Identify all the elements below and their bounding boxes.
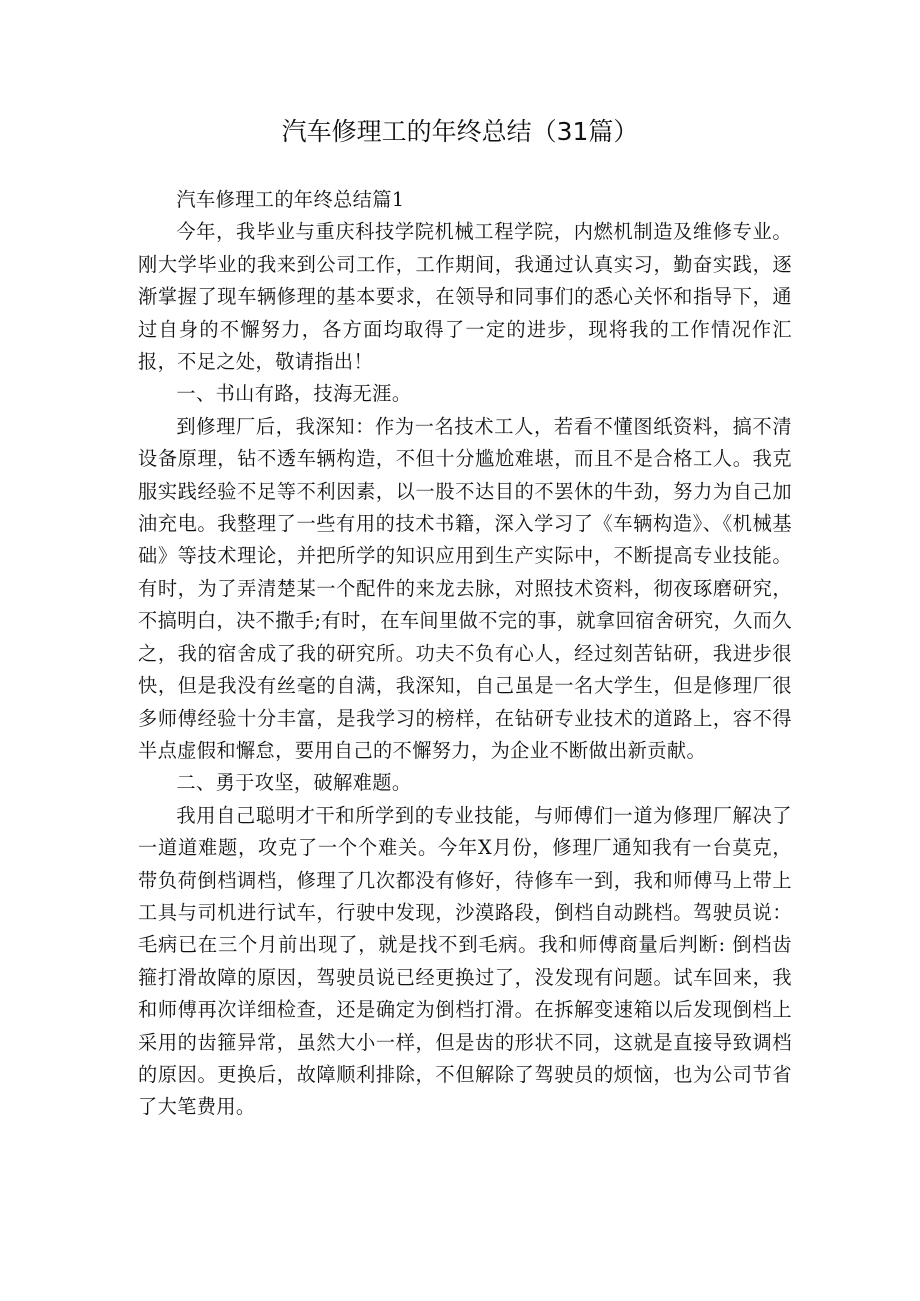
- section-subtitle: 汽车修理工的年终总结篇1: [176, 188, 405, 211]
- paragraph-study: 到修理厂后，我深知：作为一名技术工人，若看不懂图纸资料，搞不清设备原理，钻不透车辆构造，不但十分尴尬难堪，而且不是合格工人。我克服实践经验不足等不利因素，以一股不达目的不罢休的牛劲，努力为自己加油充电。我整理了一些有用的技术书籍，深入学习了《车辆构造》、《机械基础》等技术理论，并把所学的知识应用到生产实际中，不断提高专业技能。有时，为了弄清楚某一个配件的来龙去脉，对照技术资料，彻夜琢磨研究，不搞明白，决不撒手;有时，在车间里做不完的事，就拿回宿舍研究，久而久之，我的宿舍成了我的研究所。功夫不负有心人，经过刻苦钻研，我进步很快，但是我没有丝毫的自满，我深知，自己虽是一名大学生，但是修理厂很多师傅经验十分丰富，是我学习的榜样，在钻研专业技术的道路上，容不得半点虚假和懈怠，要用自己的不懈努力，为企业不断做出新贡献。: [138, 414, 792, 762]
- section-heading-1: 一、书山有路，技海无涯。: [176, 382, 412, 406]
- paragraph-problem-solving: 我用自己聪明才干和所学到的专业技能，与师傅们一道为修理厂解决了一道道难题，攻克了一个个难关。今年X月份，修理厂通知我有一台莫克，带负荷倒档调档，修理了几次都没有修好，待修车一到，我和师傅马上带上工具与司机进行试车，行驶中发现，沙漠路段，倒档自动跳档。驾驶员说：毛病已在三个月前出现了，就是找不到毛病。我和师傅商量后判断: 倒档齿箍打滑故障的原因，驾驶员说已经更换过了，没发现有问题。试车回来，我和师傅再次详细检查，还是确定为倒档打滑。在拆解变速箱以后发现倒档上采用的齿箍异常，虽然大小一样，但是齿的形状不同，这就是直接导致调档的原因。更换后，故障顺利排除，不但解除了驾驶员的烦恼，也为公司节省了大笔费用。: [138, 803, 792, 1119]
- document-title: 汽车修理工的年终总结（31篇）: [281, 117, 639, 146]
- document-body: [138, 184, 792, 1124]
- paragraph-intro: 今年，我毕业与重庆科技学院机械工程学院，内燃机制造及维修专业。刚大学毕业的我来到公司工作，工作期间，我通过认真实习，勤奋实践，逐渐掌握了现车辆修理的基本要求，在领导和同事们的悉心关怀和指导下，通过自身的不懈努力，各方面均取得了一定的进步，现将我的工作情况作汇报，不足之处，敬请指出！: [138, 220, 792, 374]
- section-heading-2: 二、勇于攻坚，破解难题。: [176, 771, 412, 795]
